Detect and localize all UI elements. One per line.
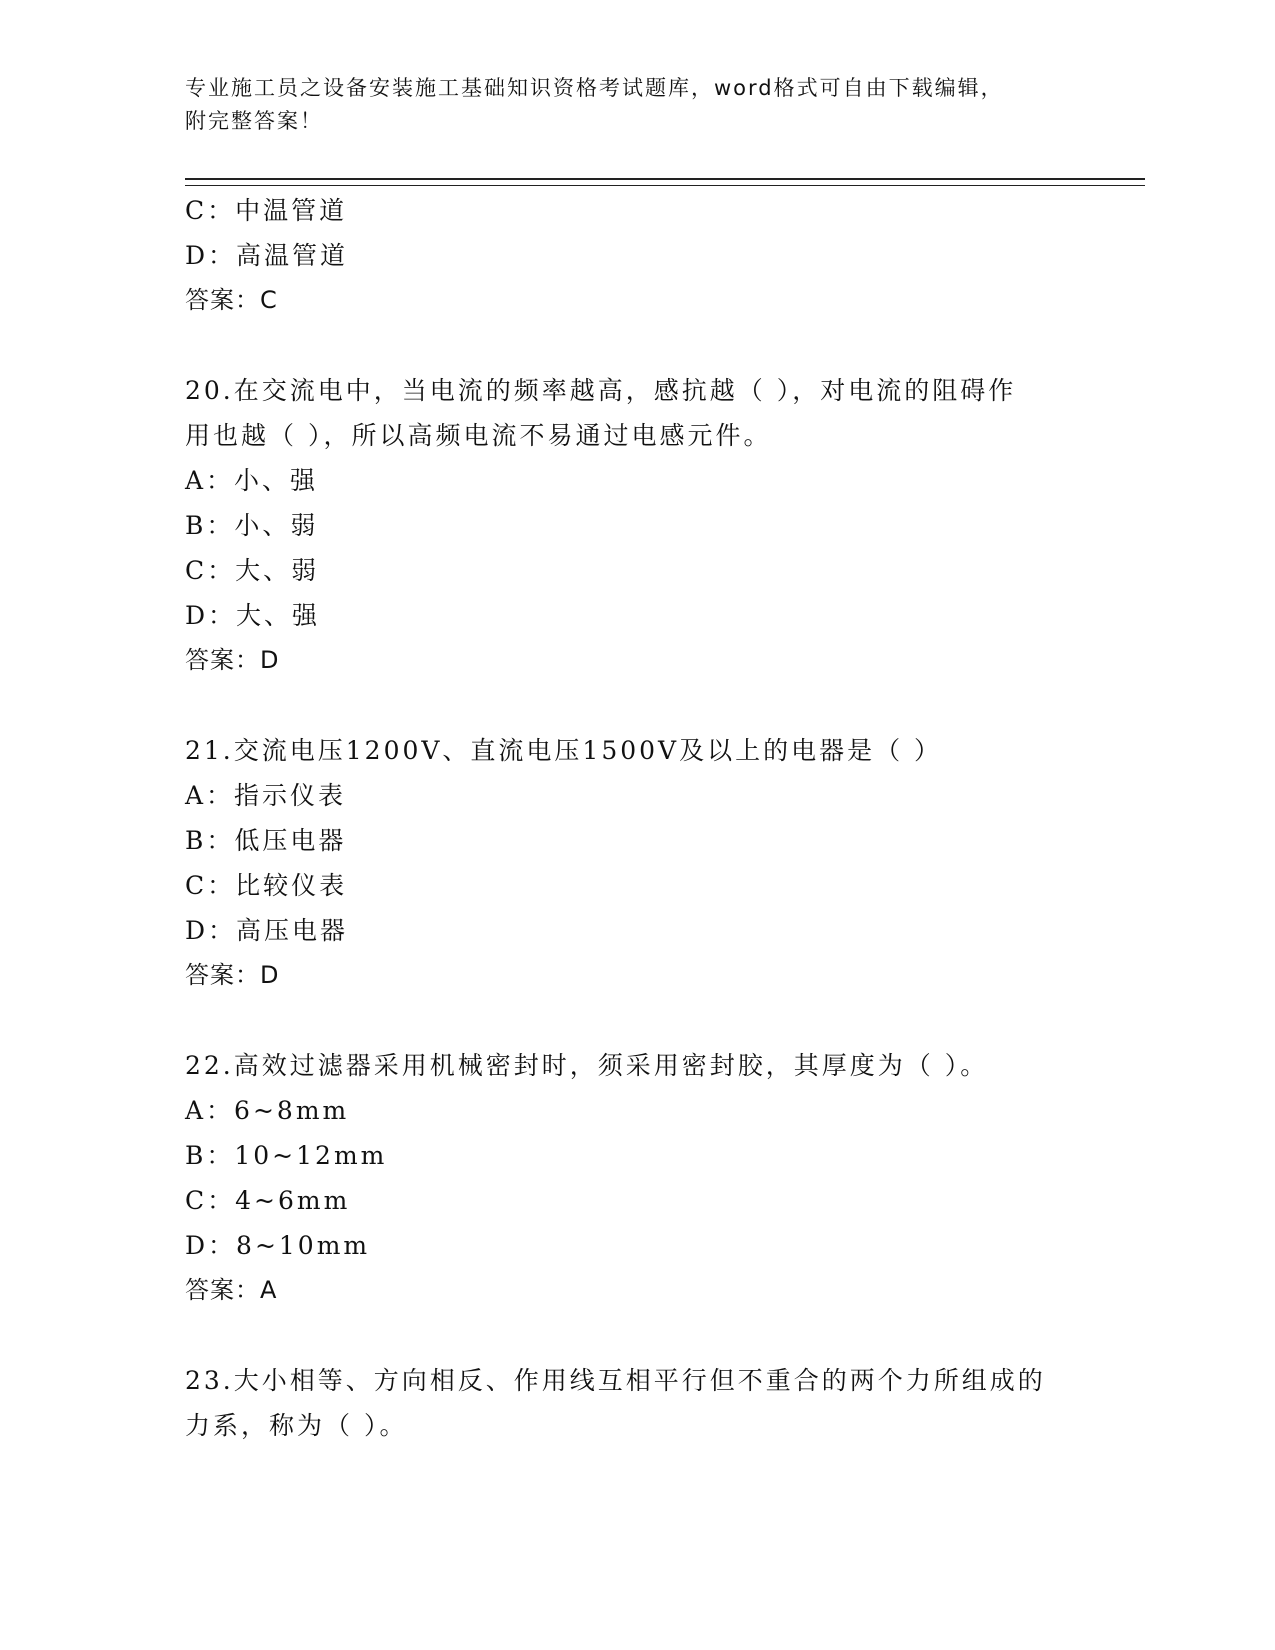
header-title-line-2: 附完整答案！ bbox=[185, 109, 323, 133]
option-c: C：大、弱 bbox=[185, 556, 320, 585]
option-b: B：低压电器 bbox=[185, 826, 347, 855]
spacer bbox=[185, 683, 1085, 728]
option-c: C：比较仪表 bbox=[185, 871, 348, 900]
header-divider bbox=[185, 178, 1145, 186]
question-text-continued: 力系，称为（ ）。 bbox=[185, 1411, 408, 1440]
option-d: D：高压电器 bbox=[185, 916, 349, 945]
question-22 bbox=[185, 1043, 1085, 1313]
option-d: D：大、强 bbox=[185, 601, 321, 630]
option-d: D：8~10mm bbox=[185, 1231, 371, 1260]
answer-line: 答案：A bbox=[185, 1276, 278, 1304]
option-c: C：中温管道 bbox=[185, 196, 348, 225]
option-b: B：10~12mm bbox=[185, 1141, 388, 1170]
document-header bbox=[185, 72, 1065, 138]
option-a: A：6~8mm bbox=[185, 1096, 350, 1125]
previous-question-tail bbox=[185, 188, 1085, 323]
spacer bbox=[185, 998, 1085, 1043]
question-content bbox=[185, 188, 1085, 1448]
question-text: 23.大小相等、方向相反、作用线互相平行但不重合的两个力所组成的 bbox=[185, 1366, 1046, 1395]
question-text: 22.高效过滤器采用机械密封时，须采用密封胶，其厚度为（ ）。 bbox=[185, 1051, 989, 1080]
question-text: 21.交流电压1200V、直流电压1500V及以上的电器是（ ） bbox=[185, 736, 943, 765]
option-c: C：4~6mm bbox=[185, 1186, 351, 1215]
option-a: A：小、强 bbox=[185, 466, 319, 495]
question-20 bbox=[185, 368, 1085, 683]
spacer bbox=[185, 323, 1085, 368]
header-title-line-1: 专业施工员之设备安装施工基础知识资格考试题库，word格式可自由下载编辑， bbox=[185, 76, 1004, 100]
option-d: D：高温管道 bbox=[185, 241, 349, 270]
answer-line: 答案：C bbox=[185, 286, 278, 314]
answer-line: 答案：D bbox=[185, 961, 280, 989]
question-23 bbox=[185, 1358, 1085, 1448]
question-21 bbox=[185, 728, 1085, 998]
spacer bbox=[185, 1313, 1085, 1358]
option-a: A：指示仪表 bbox=[185, 781, 347, 810]
answer-line: 答案：D bbox=[185, 646, 280, 674]
question-text-continued: 用也越（ ），所以高频电流不易通过电感元件。 bbox=[185, 421, 772, 450]
option-b: B：小、弱 bbox=[185, 511, 319, 540]
question-text: 20.在交流电中，当电流的频率越高，感抗越（ ），对电流的阻碍作 bbox=[185, 376, 1017, 405]
